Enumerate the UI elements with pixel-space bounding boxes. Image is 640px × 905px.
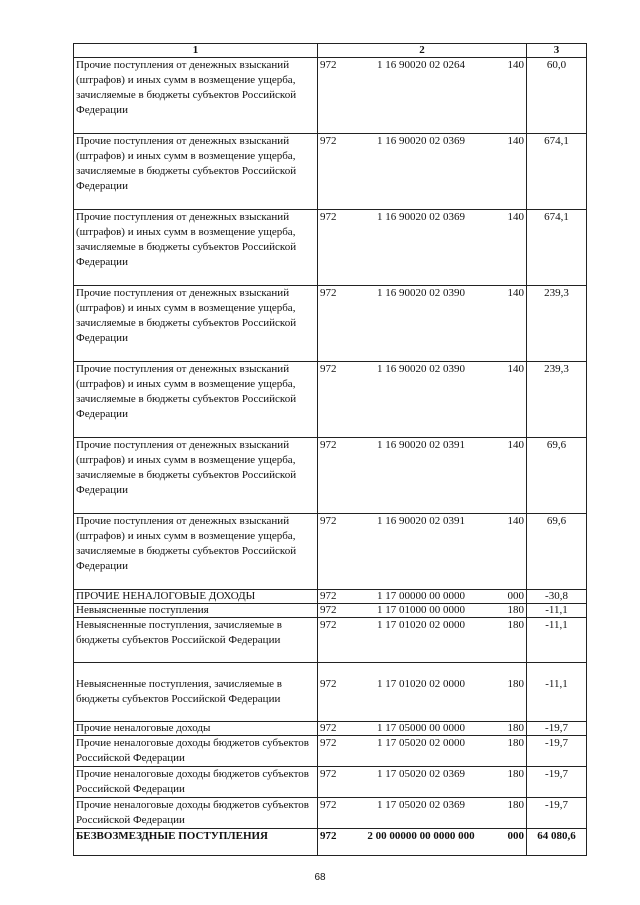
table-row — [74, 663, 587, 722]
row-kbk: 1 16 90020 02 0369 — [377, 135, 465, 147]
row-kosgu: 180 — [507, 737, 524, 749]
row-kosgu: 140 — [507, 515, 524, 527]
row-amount: 64 080,6 — [527, 829, 587, 856]
row-code — [318, 829, 527, 856]
table-row — [74, 134, 587, 210]
row-kosgu: 180 — [507, 678, 524, 690]
header-col-3: 3 — [527, 44, 587, 58]
table-row — [74, 604, 587, 618]
row-kosgu: 140 — [507, 59, 524, 71]
row-name: Прочие неналоговые доходы бюджетов субъектов Российской Федерации — [74, 767, 318, 798]
row-amount: -11,1 — [527, 604, 587, 618]
row-kbk: 2 00 00000 00 0000 000 — [367, 830, 475, 842]
row-code — [318, 134, 527, 210]
row-amount: -19,7 — [527, 767, 587, 798]
row-grbs: 972 — [320, 59, 337, 71]
row-amount: -19,7 — [527, 736, 587, 767]
row-amount: -19,7 — [527, 722, 587, 736]
row-kosgu: 000 — [507, 590, 524, 602]
row-kbk: 1 17 01020 02 0000 — [377, 678, 465, 690]
table-row — [74, 618, 587, 663]
row-kbk: 1 16 90020 02 0391 — [377, 439, 465, 451]
row-grbs: 972 — [320, 619, 337, 631]
row-name: Прочие неналоговые доходы бюджетов субъектов Российской Федерации — [74, 798, 318, 829]
table-row — [74, 58, 587, 134]
row-amount: 239,3 — [527, 286, 587, 362]
row-kosgu: 180 — [507, 799, 524, 811]
table-row — [74, 438, 587, 514]
row-amount: 69,6 — [527, 514, 587, 590]
row-grbs: 972 — [320, 363, 337, 375]
row-name: Прочие поступления от денежных взысканий (штрафов) и иных сумм в возмещение ущерба, зачисляемые в бюджеты субъектов Российской Федерации — [74, 514, 318, 590]
table-row — [74, 514, 587, 590]
row-code — [318, 286, 527, 362]
row-grbs: 972 — [320, 737, 337, 749]
row-amount: 674,1 — [527, 134, 587, 210]
row-kbk: 1 17 01020 02 0000 — [377, 619, 465, 631]
row-grbs: 972 — [320, 287, 337, 299]
row-kbk: 1 16 90020 02 0369 — [377, 211, 465, 223]
row-code — [318, 736, 527, 767]
row-grbs: 972 — [320, 799, 337, 811]
row-kbk: 1 17 01000 00 0000 — [377, 604, 465, 616]
row-kbk: 1 16 90020 02 0390 — [377, 363, 465, 375]
budget-table — [73, 43, 587, 856]
table-row — [74, 590, 587, 604]
table-row — [74, 210, 587, 286]
row-amount: 69,6 — [527, 438, 587, 514]
row-name: ПРОЧИЕ НЕНАЛОГОВЫЕ ДОХОДЫ — [74, 590, 318, 604]
row-code — [318, 767, 527, 798]
row-name: Прочие поступления от денежных взысканий (штрафов) и иных сумм в возмещение ущерба, зачисляемые в бюджеты субъектов Российской Федерации — [74, 286, 318, 362]
row-grbs: 972 — [320, 439, 337, 451]
row-grbs: 972 — [320, 678, 337, 690]
table-row — [74, 798, 587, 829]
row-kosgu: 180 — [507, 604, 524, 616]
row-kosgu: 140 — [507, 363, 524, 375]
row-kbk: 1 17 05020 02 0369 — [377, 799, 465, 811]
row-code — [318, 722, 527, 736]
row-amount: 239,3 — [527, 362, 587, 438]
header-col-2: 2 — [318, 44, 527, 58]
row-kosgu: 140 — [507, 287, 524, 299]
page-number: 68 — [314, 872, 326, 883]
row-amount: 674,1 — [527, 210, 587, 286]
row-kbk: 1 16 90020 02 0390 — [377, 287, 465, 299]
table-row — [74, 767, 587, 798]
row-name: Невыясненные поступления, зачисляемые в бюджеты субъектов Российской Федерации — [74, 618, 318, 663]
row-name: БЕЗВОЗМЕЗДНЫЕ ПОСТУПЛЕНИЯ — [74, 829, 318, 856]
row-name: Прочие поступления от денежных взысканий (штрафов) и иных сумм в возмещение ущерба, зачисляемые в бюджеты субъектов Российской Федерации — [74, 362, 318, 438]
total-row — [74, 829, 587, 856]
header-col-1: 1 — [74, 44, 318, 58]
row-kbk: 1 17 05000 00 0000 — [377, 722, 465, 734]
row-amount: -11,1 — [527, 618, 587, 663]
row-name: Прочие поступления от денежных взысканий (штрафов) и иных сумм в возмещение ущерба, зачисляемые в бюджеты субъектов Российской Федерации — [74, 210, 318, 286]
row-code — [318, 590, 527, 604]
row-kbk: 1 17 05020 02 0369 — [377, 768, 465, 780]
row-name: Прочие неналоговые доходы бюджетов субъектов Российской Федерации — [74, 736, 318, 767]
row-code — [318, 514, 527, 590]
row-amount: 60,0 — [527, 58, 587, 134]
header-row — [74, 44, 587, 58]
row-grbs: 972 — [320, 604, 337, 616]
row-grbs: 972 — [320, 768, 337, 780]
row-kbk: 1 17 00000 00 0000 — [377, 590, 465, 602]
row-kosgu: 140 — [507, 439, 524, 451]
row-code — [318, 58, 527, 134]
row-code — [318, 438, 527, 514]
row-grbs: 972 — [320, 722, 337, 734]
row-code — [318, 210, 527, 286]
row-name: Невыясненные поступления, зачисляемые в бюджеты субъектов Российской Федерации — [74, 663, 318, 722]
row-grbs: 972 — [320, 830, 337, 842]
row-grbs: 972 — [320, 515, 337, 527]
row-name: Прочие неналоговые доходы — [74, 722, 318, 736]
row-grbs: 972 — [320, 211, 337, 223]
row-kosgu: 180 — [507, 722, 524, 734]
row-amount: -30,8 — [527, 590, 587, 604]
row-grbs: 972 — [320, 135, 337, 147]
row-grbs: 972 — [320, 590, 337, 602]
row-name: Прочие поступления от денежных взысканий (штрафов) и иных сумм в возмещение ущерба, зачисляемые в бюджеты субъектов Российской Федерации — [74, 134, 318, 210]
row-kosgu: 180 — [507, 619, 524, 631]
table-row — [74, 286, 587, 362]
row-kosgu: 000 — [507, 830, 524, 842]
row-code — [318, 798, 527, 829]
row-name: Прочие поступления от денежных взысканий (штрафов) и иных сумм в возмещение ущерба, зачисляемые в бюджеты субъектов Российской Федерации — [74, 58, 318, 134]
row-code — [318, 663, 527, 722]
table-row — [74, 736, 587, 767]
row-amount: -19,7 — [527, 798, 587, 829]
row-kosgu: 140 — [507, 135, 524, 147]
row-code — [318, 604, 527, 618]
row-code — [318, 362, 527, 438]
row-code — [318, 618, 527, 663]
row-kosgu: 180 — [507, 768, 524, 780]
row-kbk: 1 16 90020 02 0264 — [377, 59, 465, 71]
table-row — [74, 362, 587, 438]
row-kbk: 1 16 90020 02 0391 — [377, 515, 465, 527]
row-kbk: 1 17 05020 02 0000 — [377, 737, 465, 749]
row-name: Прочие поступления от денежных взысканий (штрафов) и иных сумм в возмещение ущерба, зачисляемые в бюджеты субъектов Российской Федерации — [74, 438, 318, 514]
table-row — [74, 722, 587, 736]
row-kosgu: 140 — [507, 211, 524, 223]
row-amount: -11,1 — [527, 663, 587, 722]
row-name: Невыясненные поступления — [74, 604, 318, 618]
